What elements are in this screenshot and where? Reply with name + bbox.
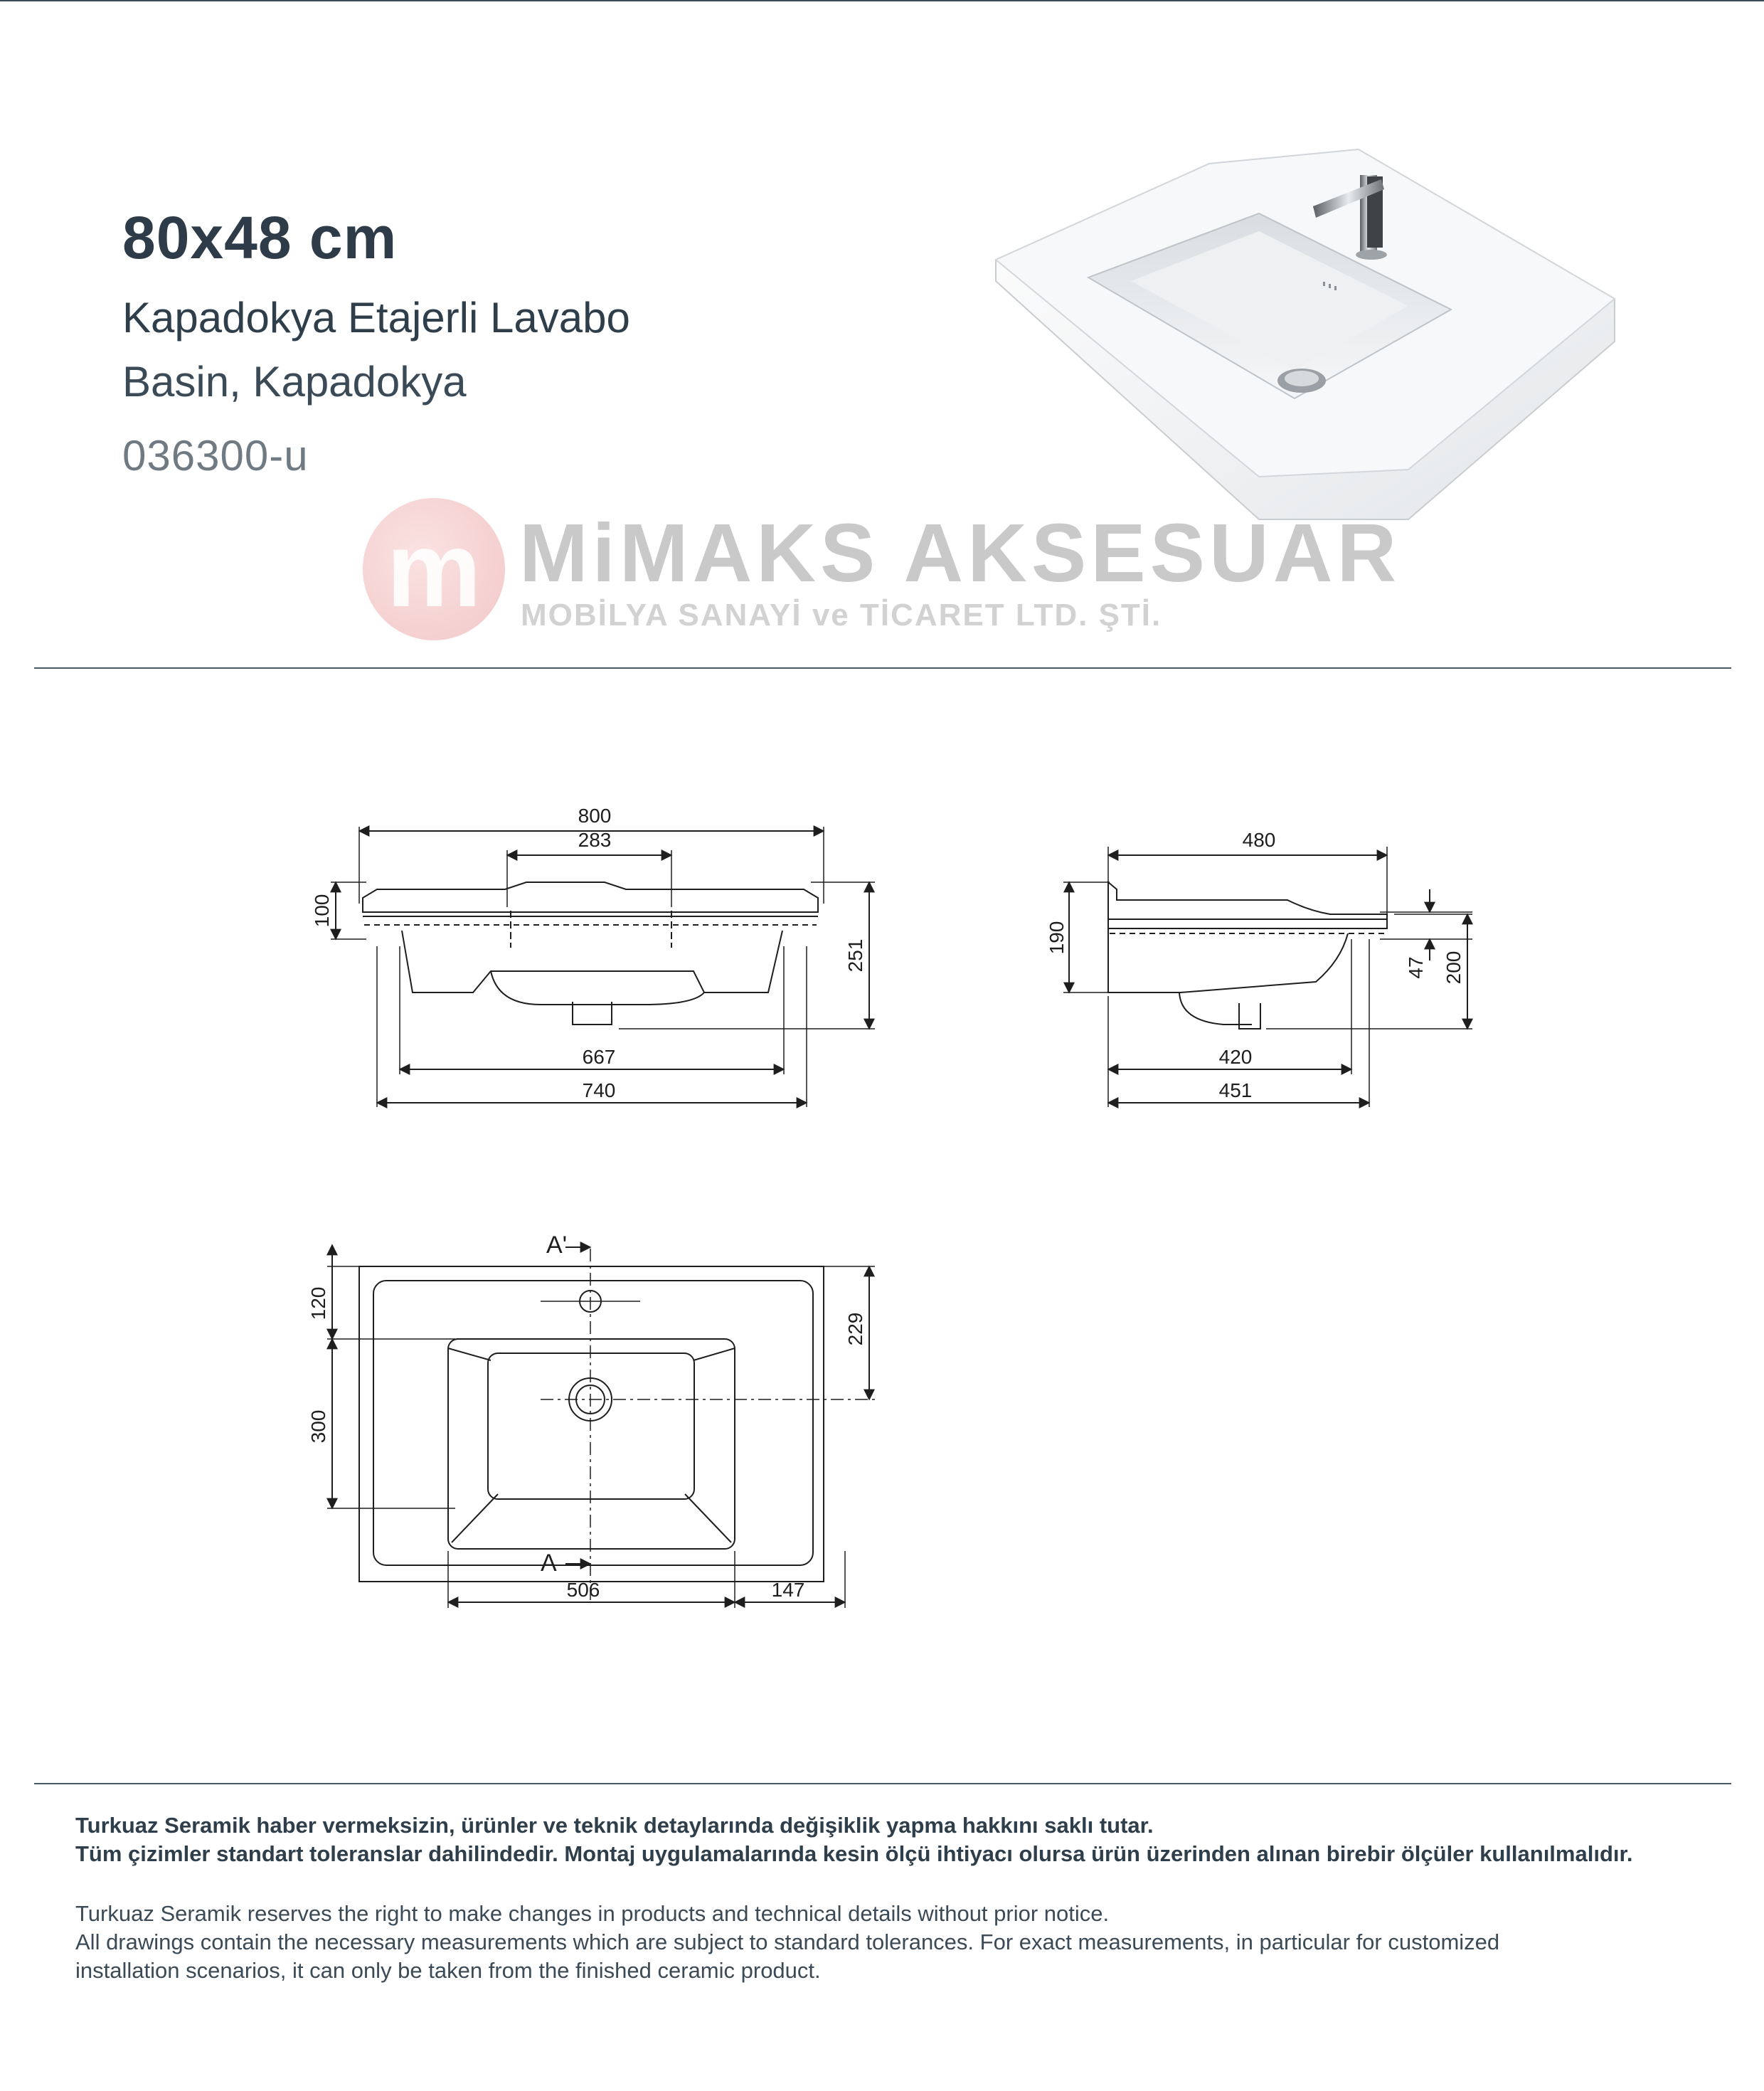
dimension-labels	[307, 805, 1465, 1601]
dim-front-top-height: 100	[311, 894, 333, 928]
dim-side-back-height: 47	[1405, 956, 1427, 979]
footer-divider	[34, 1783, 1731, 1784]
dim-front-tap-holes: 283	[578, 829, 612, 851]
product-name-en: Basin, Kapadokya	[122, 358, 467, 406]
dim-front-inner-width: 667	[582, 1046, 616, 1068]
section-marker-bottom: A	[541, 1550, 557, 1577]
footer-en-line-1: Turkuaz Seramik reserves the right to make changes in products and technical details without prior notice.	[75, 1901, 1110, 1926]
footer-en-line-3: installation scenarios, it can only be taken from the finished ceramic product.	[75, 1958, 821, 1983]
product-code: 036300-u	[122, 432, 309, 480]
top-view	[327, 1245, 875, 1608]
dim-side-depth: 480	[1242, 829, 1276, 851]
dim-front-total-height: 251	[844, 938, 866, 973]
dim-front-overall-width: 800	[578, 805, 612, 827]
top-border-line	[0, 0, 1764, 1]
footer-tr-line-2: Tüm çizimler standart toleranslar dahilindedir. Montaj uygulamalarında kesin ölçü ihtiyacı olursa ürün üzerinden alınan birebir ölçüler kullanılmalıdır.	[75, 1841, 1633, 1866]
product-name-tr: Kapadokya Etajerli Lavabo	[122, 294, 630, 342]
dim-top-bowl-depth: 300	[307, 1409, 329, 1444]
dim-side-inner-depth: 420	[1218, 1046, 1253, 1068]
footer-en-line-2: All drawings contain the necessary measurements which are subject to standard tolerances. For exact measurements, in particular for customized	[75, 1929, 1500, 1954]
dim-top-tap-to-drain: 229	[844, 1312, 866, 1346]
header-divider	[34, 667, 1731, 669]
dim-front-bottom-width: 740	[582, 1079, 616, 1101]
dim-top-side-margin: 147	[771, 1579, 805, 1601]
watermark-m-icon: m	[386, 509, 482, 629]
watermark-company-tagline: MOBİLYA SANAYİ ve TİCARET LTD. ŞTİ.	[521, 598, 1162, 632]
section-marker-top: A'	[546, 1232, 568, 1259]
footer-tr-line-1: Turkuaz Seramik haber vermeksizin, ürünler ve teknik detaylarında değişiklik yapma hakkını saklı tutar.	[75, 1813, 1154, 1838]
footer-disclaimer-tr	[75, 1811, 1632, 1868]
product-size-title: 80x48 cm	[122, 204, 398, 271]
dim-side-bottom-depth: 451	[1218, 1079, 1253, 1101]
watermark-company-name: MiMAKS AKSESUAR	[519, 507, 1401, 599]
dim-top-back-margin: 120	[307, 1286, 329, 1320]
product-photo	[989, 135, 1629, 534]
technical-drawing	[0, 747, 1764, 1672]
dim-side-total-height: 200	[1442, 951, 1465, 985]
dim-top-bowl-width: 506	[566, 1579, 600, 1601]
footer-disclaimer-en	[75, 1900, 1499, 1985]
dim-side-height: 190	[1046, 921, 1068, 955]
